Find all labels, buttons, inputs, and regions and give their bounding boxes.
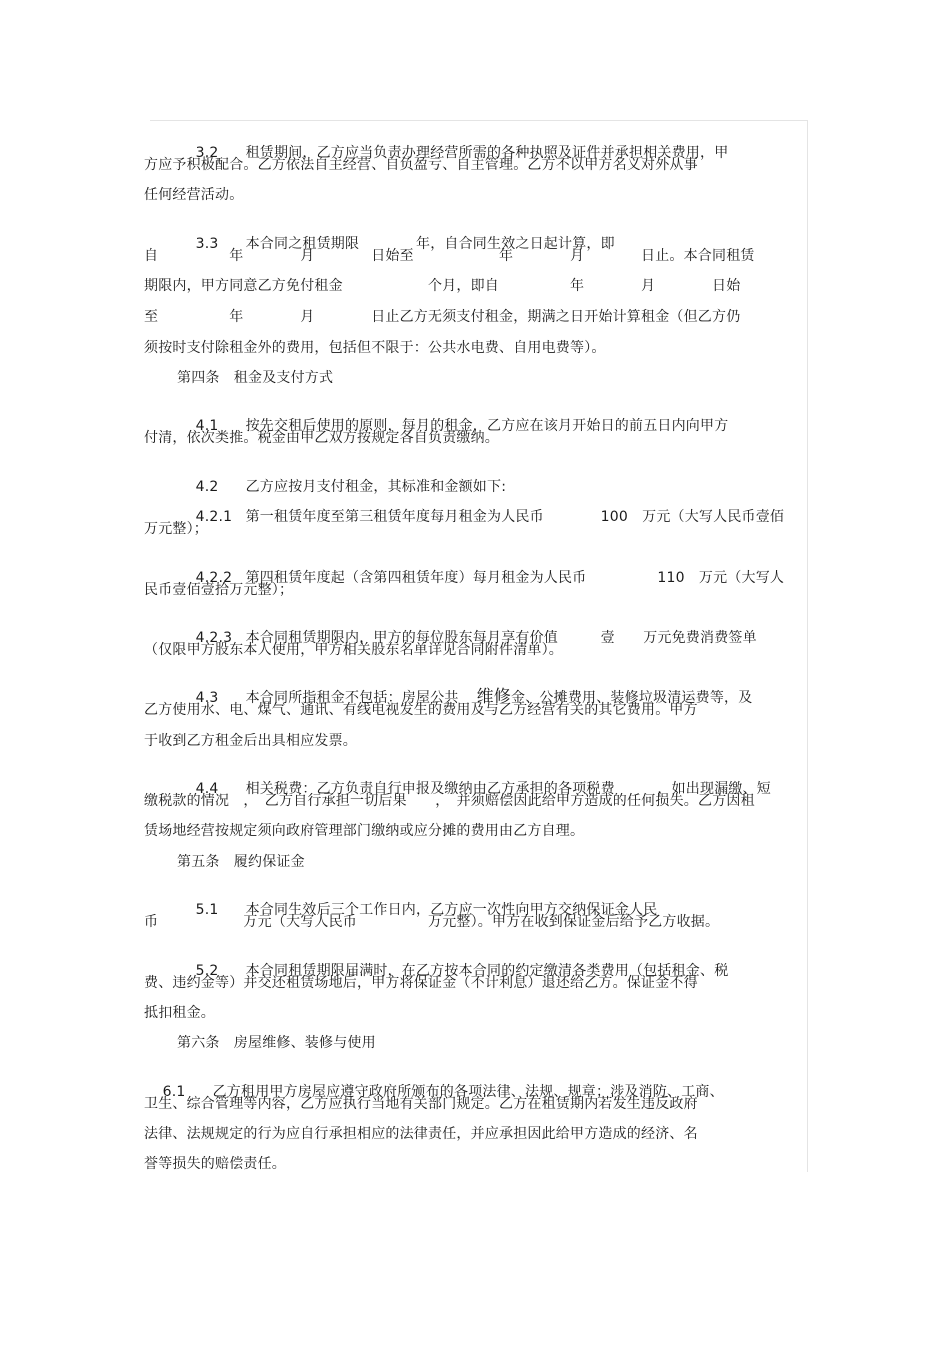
clause-number: 3.2 — [195, 145, 219, 161]
body-line: 缴税款的情况 ， 乙方自行承担一切后果 ， 并须赔偿因此给甲方造成的任何损失。乙方因租 — [144, 793, 755, 809]
clause-line — [177, 490, 784, 544]
body-line: 币 万元（大写人民币 万元整）。甲方在收到保证金后给予乙方收据。 — [144, 914, 720, 930]
clause-number: 4.4 — [195, 781, 219, 797]
article-heading: 第六条 房屋维修、装修与使用 — [177, 1035, 376, 1051]
clause-text: 第一租赁年度至第三租赁年度每月租金为人民币 100 万元（大写人民币壹佰 — [245, 509, 785, 525]
clause-number: 5.1 — [195, 902, 219, 918]
body-line: 于收到乙方租金后出具相应发票。 — [144, 733, 357, 749]
body-line: 至 年 月 日止乙方无须支付租金，期满之日开始计算租金（但乙方仍 — [144, 309, 741, 325]
emphasis-text: 维修 — [476, 687, 512, 707]
clause-number: 5.2 — [195, 963, 219, 979]
clause-text: 第四租赁年度起（含第四租赁年度）每月租金为人民币 110 万元（大写人 — [245, 570, 785, 586]
clause-text: 本合同所指租金不包括：房屋公共 — [245, 690, 459, 706]
body-line: 卫生、综合管理等内容，乙方应执行当地有关部门规定。乙方在租赁期内若发生违反政府 — [144, 1096, 698, 1112]
clause-number: 4.2 — [195, 479, 219, 495]
article-heading: 第五条 履约保证金 — [177, 854, 305, 870]
clause-text: 本合同租赁期限内，甲方的每位股东每月享有价值 壹 万元免费消费签单 — [245, 630, 757, 646]
body-line: 法律、法规规定的行为应自行承担相应的法律责任，并应承担因此给甲方造成的经济、名 — [144, 1126, 698, 1142]
body-line: 付清，依次类推。税金由甲乙双方按规定各自负责缴纳。 — [144, 430, 499, 446]
page-border-top — [150, 120, 807, 121]
article-heading: 第四条 租金及支付方式 — [177, 370, 334, 386]
clause-number: 4.2.2 — [195, 570, 233, 586]
body-line: 方应予积极配合。乙方依法自主经营、自负盈亏、自主管理。乙方不以甲方名义对外从事 — [144, 157, 698, 173]
clause-text: 乙方应按月支付租金，其标准和金额如下: — [245, 479, 507, 495]
body-line: 须按时支付除租金外的费用，包括但不限于：公共水电费、自用电费等）。 — [144, 340, 606, 356]
clause-number: 4.1 — [195, 418, 219, 434]
clause-text: 本合同租赁期限届满时，在乙方按本合同的约定缴清各类费用（包括租金、税 — [245, 963, 729, 979]
clause-number: 4.2.1 — [195, 509, 233, 525]
clause-number: 6.1 — [162, 1084, 186, 1100]
body-line: 民币壹佰壹拾万元整）； — [144, 582, 294, 598]
clause-number: 3.3 — [195, 236, 219, 252]
body-line: 自 年 月 日始至 年 月 日止。本合同租赁 — [144, 248, 755, 264]
body-line: 抵扣租金。 — [144, 1005, 215, 1021]
page-border-right — [807, 120, 808, 1172]
clause-text: 乙方租用甲方房屋应遵守政府所颁布的各项法律、法规、规章；涉及消防、工商、 — [212, 1084, 724, 1100]
clause-text: 本合同生效后三个工作日内，乙方应一次性向甲方交纳保证金人民 — [245, 902, 658, 918]
clause-number: 4.3 — [195, 690, 219, 706]
body-line: 万元整）； — [144, 521, 208, 537]
body-line: 期限内，甲方同意乙方免付租金 个月，即自 年 月 日始 — [144, 278, 741, 294]
body-line: 赁场地经营按规定须向政府管理部门缴纳或应分摊的费用由乙方自理。 — [144, 823, 585, 839]
body-line: （仅限甲方股东本人使用，甲方相关股东名单详见合同附件清单）。 — [144, 642, 563, 658]
clause-text: 相关税费：乙方负责自行申报及缴纳由乙方承担的各项税费 ，如出现漏缴、短 — [245, 781, 772, 797]
body-line: 乙方使用水、电、煤气、通讯、有线电视发生的费用及与乙方经营有关的其它费用。甲方 — [144, 702, 698, 718]
body-line: 费、违约金等）并交还租赁场地后，甲方将保证金（不计利息）退还给乙方。保证金不得 — [144, 975, 698, 991]
body-line: 誉等损失的赔偿责任。 — [144, 1156, 286, 1172]
body-line: 任何经营活动。 — [144, 187, 244, 203]
clause-text: 租赁期间，乙方应当负责办理经营所需的各种执照及证件并承担相关费用，甲 — [245, 145, 729, 161]
clause-text: 按先交租后使用的原则，每月的租金，乙方应在该月开始日的前五日内向甲方 — [245, 418, 729, 434]
clause-number: 4.2.3 — [195, 630, 233, 646]
clause-text: 金、公摊费用、装修垃圾清运费等，及 — [511, 690, 753, 706]
clause-text: 本合同之租赁期限 年，自合同生效之日起计算，即 — [245, 236, 615, 252]
